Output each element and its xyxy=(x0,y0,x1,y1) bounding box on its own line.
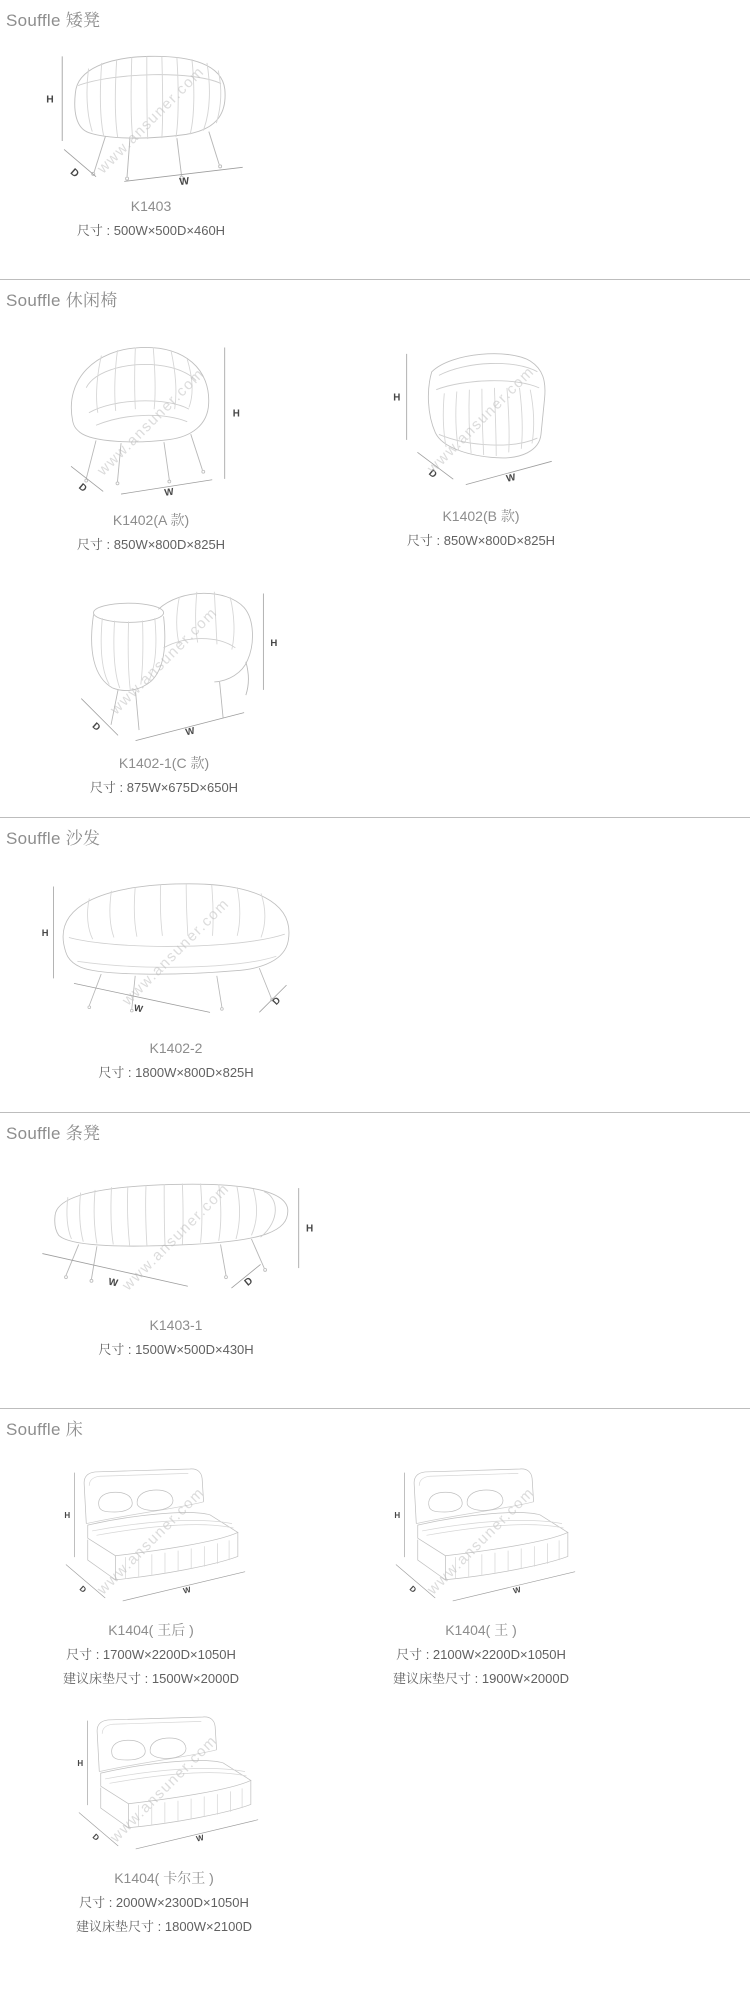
product-card-k1402b xyxy=(336,334,626,549)
product-drawing xyxy=(336,334,626,500)
product-code: K1402-2 xyxy=(149,1040,203,1056)
product-drawing xyxy=(6,1461,296,1614)
section-title: Souffle 矮凳 xyxy=(6,11,101,30)
product-size: 尺寸 : 875W×675D×650H xyxy=(89,780,239,795)
bed-line-art xyxy=(44,1461,259,1614)
chair-c-line-art xyxy=(48,567,280,747)
product-card-k1402a xyxy=(6,334,296,553)
product-mattress-size: 建议床垫尺寸 : 1800W×2100D xyxy=(76,1919,252,1934)
product-card-k1402-1c xyxy=(14,567,314,796)
product-drawing xyxy=(6,334,296,504)
watermark: www.ansuner.com xyxy=(106,1731,222,1846)
section-title: Souffle 休闲椅 xyxy=(6,291,118,310)
product-drawing xyxy=(14,567,314,747)
section-bench xyxy=(0,1112,750,1408)
watermark: www.ansuner.com xyxy=(106,603,222,718)
product-code: K1404( 卡尔王 ) xyxy=(114,1870,214,1886)
product-card-k1404-calking xyxy=(14,1709,314,1935)
product-drawing xyxy=(6,44,296,190)
product-size: 尺寸 : 2100W×2200D×1050H xyxy=(396,1647,566,1662)
section-title: Souffle 沙发 xyxy=(6,829,101,848)
product-size: 尺寸 : 850W×800D×825H xyxy=(76,537,226,552)
bed-line-art xyxy=(374,1461,589,1614)
product-code: K1402(A 款) xyxy=(112,512,190,528)
product-code: K1402-1(C 款) xyxy=(118,755,210,771)
product-size: 尺寸 : 500W×500D×460H xyxy=(76,223,226,238)
bed-line-art xyxy=(57,1709,272,1862)
product-code: K1404( 王 ) xyxy=(445,1622,517,1638)
product-size: 尺寸 : 850W×800D×825H xyxy=(406,533,556,548)
section-beds xyxy=(0,1408,750,1992)
product-size: 尺寸 : 2000W×2300D×1050H xyxy=(79,1895,249,1910)
product-drawing xyxy=(6,866,346,1032)
chair-b-line-art xyxy=(387,334,575,500)
watermark: www.ansuner.com xyxy=(93,365,209,480)
product-mattress-size: 建议床垫尺寸 : 1500W×2000D xyxy=(63,1671,239,1686)
bench-line-art xyxy=(26,1159,326,1309)
watermark: www.ansuner.com xyxy=(118,895,234,1010)
product-size: 尺寸 : 1500W×500D×430H xyxy=(98,1342,254,1357)
product-drawing xyxy=(14,1709,314,1862)
watermark: www.ansuner.com xyxy=(118,1179,234,1295)
product-code: K1403 xyxy=(130,198,172,214)
product-code: K1404( 王后 ) xyxy=(108,1622,194,1638)
section-title: Souffle 条凳 xyxy=(6,1124,101,1143)
product-code: K1402(B 款) xyxy=(442,508,520,524)
product-size: 尺寸 : 1700W×2200D×1050H xyxy=(66,1647,236,1662)
product-drawing xyxy=(6,1159,346,1309)
product-mattress-size: 建议床垫尺寸 : 1900W×2000D xyxy=(393,1671,569,1686)
watermark: www.ansuner.com xyxy=(423,363,539,478)
product-card-k1403-1 xyxy=(6,1159,346,1358)
watermark: www.ansuner.com xyxy=(93,1483,209,1598)
section-lounge-chairs xyxy=(0,279,750,817)
product-card-k1403 xyxy=(6,44,296,239)
watermark: www.ansuner.com xyxy=(423,1483,539,1598)
section-sofa xyxy=(0,817,750,1112)
product-card-k1404-queen xyxy=(6,1461,296,1687)
product-drawing xyxy=(336,1461,626,1614)
sofa-line-art xyxy=(40,866,312,1032)
product-code: K1403-1 xyxy=(149,1317,203,1333)
section-stool xyxy=(0,0,750,279)
chair-a-line-art xyxy=(46,334,256,504)
product-card-k1404-king xyxy=(336,1461,626,1687)
product-card-k1402-2 xyxy=(6,866,346,1081)
product-size: 尺寸 : 1800W×800D×825H xyxy=(98,1065,254,1080)
stool-line-art xyxy=(34,44,269,190)
section-title: Souffle 床 xyxy=(6,1420,84,1439)
watermark: www.ansuner.com xyxy=(93,62,209,177)
